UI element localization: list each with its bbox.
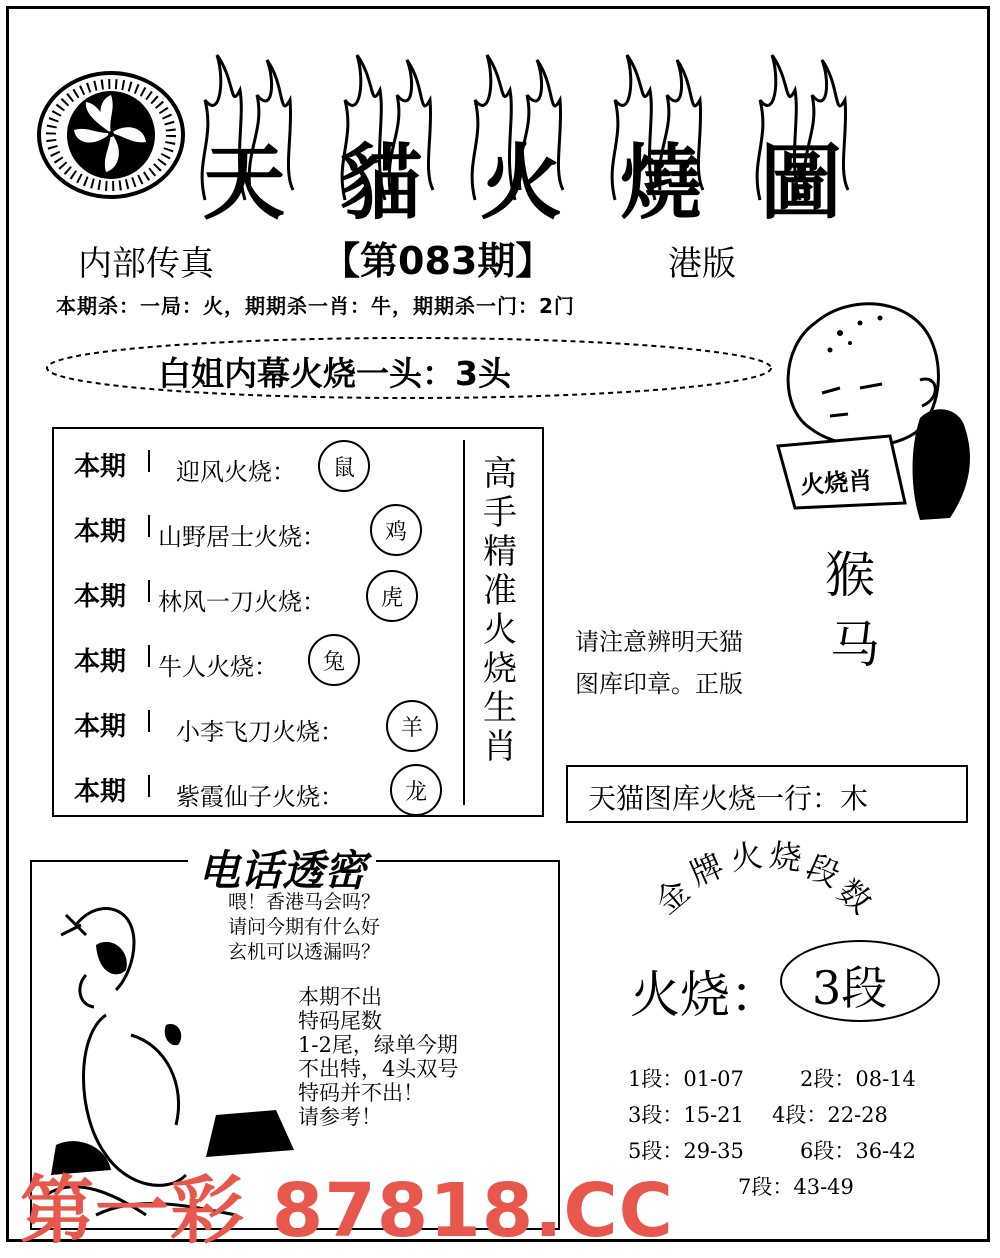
forecast-list-divider <box>463 440 465 805</box>
site-watermark: 第一彩 87818.CC <box>20 1168 674 1254</box>
segment-item: 3段：15-21 <box>628 1103 744 1127</box>
zodiac-circle: 龙 <box>390 764 442 816</box>
zodiac-circle: 羊 <box>386 700 438 752</box>
list-item-text: 小李飞刀火烧： <box>176 718 344 746</box>
mascot-answer-1: 猴 <box>825 546 875 604</box>
internal-fax-label: 内部传真 <box>78 244 214 284</box>
list-item-text: 林风一刀火烧： <box>158 588 326 616</box>
title-char-2: 貓 <box>340 136 423 231</box>
list-item-text: 迎风火烧： <box>176 458 296 486</box>
list-item-label: 本期 <box>74 452 127 482</box>
title-char-5: 圖 <box>760 136 843 231</box>
zodiac-circle: 鼠 <box>318 440 370 492</box>
segment-item: 1段：01-07 <box>628 1067 744 1091</box>
segment-item: 7段：43-49 <box>738 1175 854 1199</box>
list-row-separators <box>148 450 150 800</box>
segment-item: 6段：36-42 <box>800 1139 916 1163</box>
mascot-sign-text: 火烧肖 <box>799 466 874 500</box>
list-item-label: 本期 <box>74 582 127 612</box>
list-item-text: 山野居士火烧： <box>158 523 326 551</box>
zodiac-circle: 鸡 <box>370 504 422 556</box>
list-item-label: 本期 <box>74 647 127 677</box>
vertical-title: 高 手 精 准 火 烧 生 肖 <box>483 454 517 767</box>
notice-line-2: 图库印章。正版 <box>575 670 743 698</box>
list-item-label: 本期 <box>74 517 127 547</box>
list-item-label: 本期 <box>74 777 127 807</box>
segment-item: 5段：29-35 <box>628 1139 744 1163</box>
forecast-list-box <box>52 427 544 817</box>
list-item-label: 本期 <box>74 712 127 742</box>
element-box-text: 天猫图库火烧一行：木 <box>588 782 869 815</box>
mascot-answer-2: 马 <box>830 616 880 674</box>
list-item-text: 牛人火烧： <box>158 653 278 681</box>
segment-item: 4段：22-28 <box>772 1103 888 1127</box>
edition-label: 港版 <box>668 244 736 284</box>
kill-line: 本期杀：一局：火，期期杀一肖：牛，期期杀一门：2门 <box>56 294 575 318</box>
segment-item: 2段：08-14 <box>800 1067 916 1091</box>
title-char-1: 天 <box>203 136 286 231</box>
phone-answer: 本期不出 特码尾数 1-2尾，绿单今期 不出特，4头双号 特码并不出！ 请参考！ <box>298 985 459 1129</box>
phone-question: 喂！香港马会吗？ 请问今期有什么好 玄机可以透漏吗？ <box>228 891 381 963</box>
segments-result-value: 3段 <box>812 961 888 1015</box>
phone-section-title: 电话透密 <box>188 838 376 898</box>
notice-line-1: 请注意辨明天猫 <box>575 628 743 656</box>
zodiac-circle: 兔 <box>308 634 360 686</box>
banner-text: 白姐内幕火烧一头：3头 <box>158 354 511 393</box>
title-char-4: 燒 <box>620 136 703 231</box>
issue-number: 【第083期】 <box>322 239 554 283</box>
title-char-3: 火 <box>480 136 563 231</box>
segments-result-label: 火烧： <box>630 966 780 1024</box>
list-item-text: 紫霞仙子火烧： <box>176 783 344 811</box>
bauhinia-emblem <box>36 70 186 200</box>
zodiac-circle: 虎 <box>366 570 418 622</box>
